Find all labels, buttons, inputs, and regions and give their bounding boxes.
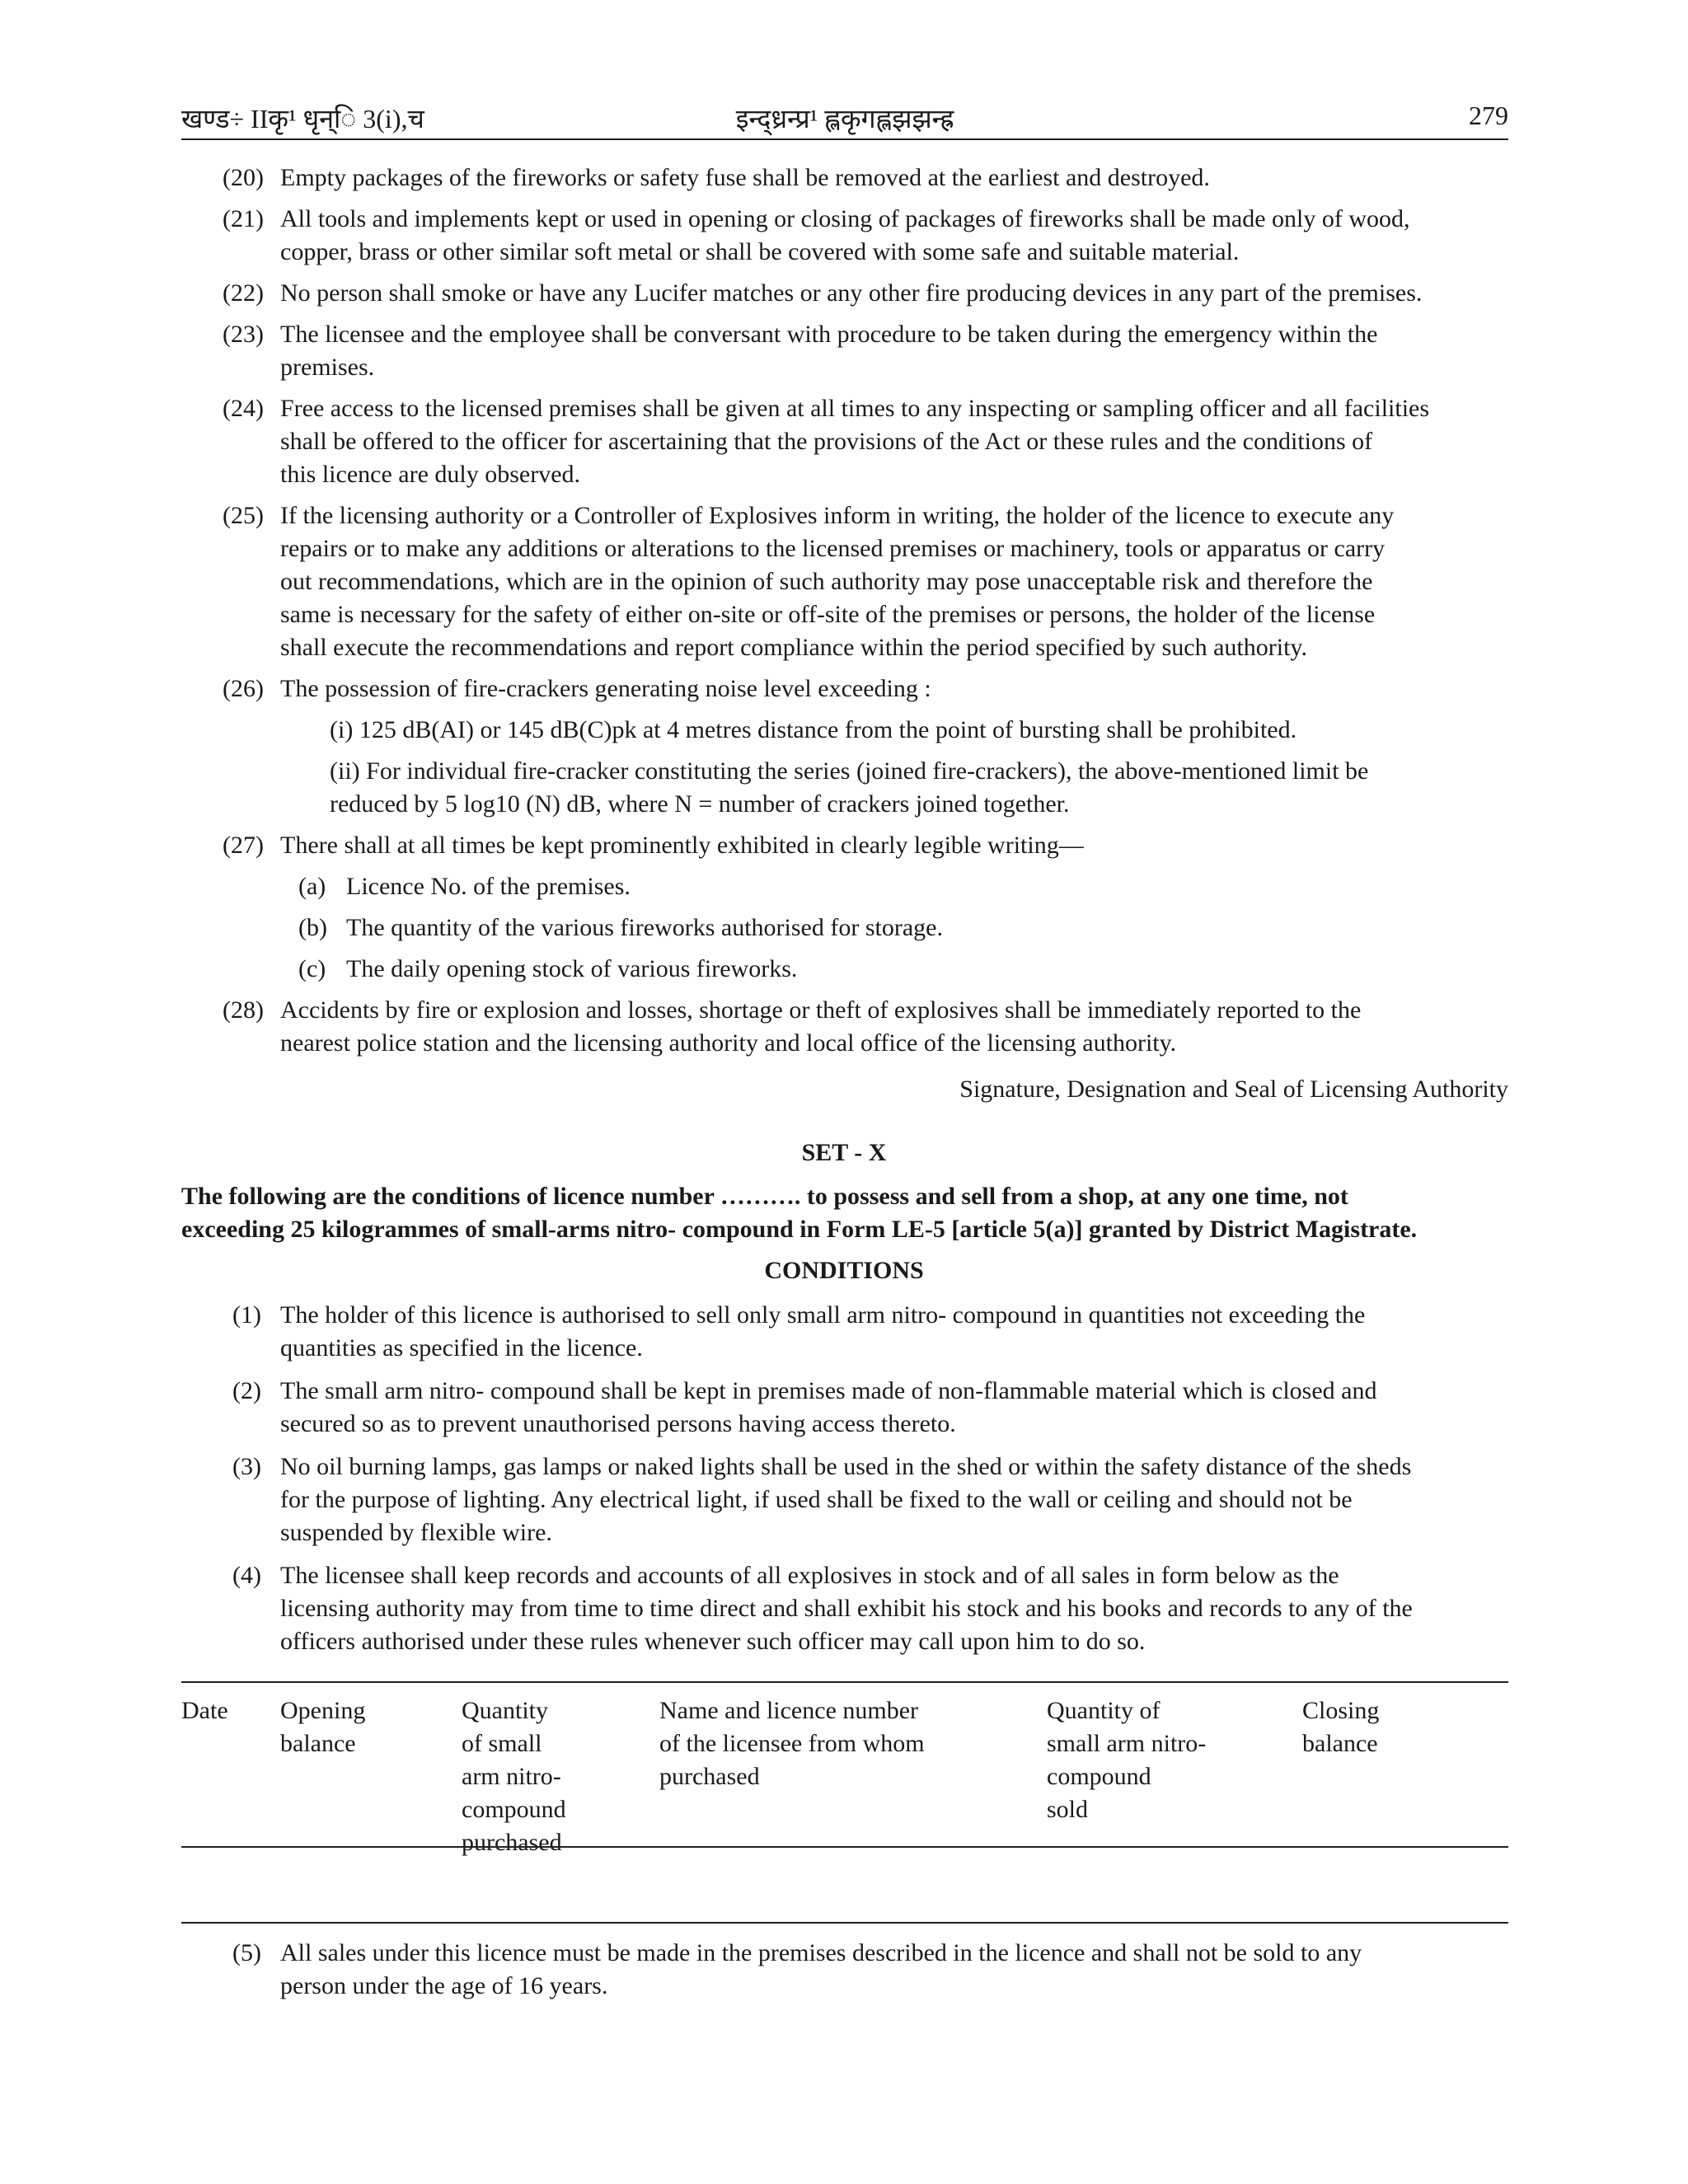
table-top-rule [181,1681,1508,1683]
clause-text: shall be offered to the officer for ascertaining that the provisions of the Act or these rules and the conditions of [280,428,1373,455]
clause-text: Free access to the licensed premises shall be given at all times to any inspecting or sampling officer and all facilities [280,395,1430,422]
condition-text: All sales under this licence must be made in the premises described in the licence and shall not be sold to any [280,1939,1362,1966]
header-line: of the licensee from whom [659,1730,925,1757]
clause-number: (20) [223,164,264,191]
clause-text: The possession of fire-crackers generating noise level exceeding : [280,675,931,702]
condition-text: suspended by flexible wire. [280,1519,552,1546]
table-header-rule [181,1846,1508,1848]
exhibit-letter: (b) [298,914,327,941]
column-header-licensee-name [659,1694,925,1793]
set-heading: SET - X [801,1139,887,1166]
column-header-quantity-purchased [462,1694,566,1859]
condition-number: (1) [232,1301,261,1329]
clause-text: premises. [280,354,375,381]
header-line: compound [462,1796,566,1823]
condition-text: person under the age of 16 years. [280,1972,608,1999]
condition-text: The holder of this licence is authorised to sell only small arm nitro- compound in quantities not exceeding the [280,1301,1366,1329]
condition-5 [223,1937,1508,2003]
header-line: of small [462,1730,542,1757]
clause-27 [223,829,1508,862]
intro-line: The following are the conditions of licence number ………. to possess and sell from a shop, at any one time, not [181,1183,1348,1210]
column-header-closing-balance [1302,1694,1379,1760]
page-header [181,97,1508,140]
header-line: balance [280,1730,356,1757]
condition-number: (3) [232,1453,261,1480]
clause-text: There shall at all times be kept prominently exhibited in clearly legible writing— [280,832,1084,859]
clause-text: repairs or to make any additions or alterations to the licensed premises or machinery, tools or apparatus or carry [280,535,1386,562]
column-header-quantity-sold [1047,1694,1206,1826]
condition-text: licensing authority may from time to time direct and shall exhibit his stock and his books and records to any of the [280,1595,1413,1622]
clause-number: (24) [223,395,264,422]
condition-text: quantities as specified in the licence. [280,1334,643,1361]
clause-number: (27) [223,832,264,859]
noise-limit-text: (i) 125 dB(AI) or 145 dB(C)pk at 4 metres distance from the point of bursting shall be prohibited. [330,716,1297,743]
set-intro [181,1180,1517,1246]
clause-number: (28) [223,996,264,1024]
condition-text: officers authorised under these rules whenever such officer may call upon him to do so. [280,1628,1146,1655]
clause-text: shall execute the recommendations and report compliance within the period specified by such authority. [280,634,1307,661]
clause-text: No person shall smoke or have any Lucifer matches or any other fire producing devices in any part of the premises. [280,279,1423,307]
exhibit-letter: (c) [298,955,326,982]
clause-text: The licensee and the employee shall be conversant with procedure to be taken during the emergency within the [280,321,1378,348]
header-line: Quantity [462,1697,548,1724]
clause-22 [223,277,1508,310]
header-line: Name and licence number [659,1697,919,1724]
header-line: Closing [1302,1697,1380,1724]
clause-text: Empty packages of the fireworks or safety fuse shall be removed at the earliest and destroyed. [280,164,1210,191]
exhibit-text: Licence No. of the premises. [346,873,631,900]
condition-2 [223,1375,1508,1441]
exhibit-c [298,953,1508,986]
clause-number: (21) [223,205,264,232]
clause-23 [223,318,1508,384]
condition-number: (4) [232,1562,261,1589]
clause-24 [223,392,1508,491]
clause-20 [223,162,1508,194]
condition-text: No oil burning lamps, gas lamps or naked lights shall be used in the shed or within the safety distance of the sheds [280,1453,1412,1480]
clause-text: same is necessary for the safety of either on-site or off-site of the premises or persons, the holder of the license [280,601,1376,628]
noise-limit-text: (ii) For individual fire-cracker constituting the series (joined fire-crackers), the above-mentioned limit be [330,757,1369,785]
condition-text: secured so as to prevent unauthorised persons having access thereto. [280,1410,956,1437]
clause-text: Accidents by fire or explosion and losses, shortage or theft of explosives shall be immediately reported to the [280,996,1362,1024]
header-line: Date [181,1697,228,1724]
header-line: small arm nitro- [1047,1730,1207,1757]
intro-line: exceeding 25 kilogrammes of small-arms nitro- compound in Form LE-5 [article 5(a)] granted by District Magistrate. [181,1216,1418,1243]
clause-26 [223,673,1508,705]
page-number: 279 [1469,101,1508,130]
header-section: खण्ड÷ IIकृ¹ धृन्ि 3(i),च [181,104,424,134]
header-line: purchased [462,1829,562,1856]
header-line: balance [1302,1730,1378,1757]
condition-text: The licensee shall keep records and accounts of all explosives in stock and of all sales in form below as the [280,1562,1339,1589]
signature-line: Signature, Designation and Seal of Licensing Authority [959,1076,1508,1103]
clause-number: (22) [223,279,264,307]
clause-text: If the licensing authority or a Controller of Explosives inform in writing, the holder of the licence to execute any [280,502,1395,529]
noise-limit-i [330,714,1508,747]
exhibit-letter: (a) [298,873,326,900]
condition-1 [223,1299,1508,1365]
clause-text: this licence are duly observed. [280,461,581,488]
header-line: Quantity of [1047,1697,1160,1724]
clause-text: nearest police station and the licensing authority and local office of the licensing authority. [280,1029,1177,1057]
header-line: sold [1047,1796,1089,1823]
header-gazette-title: इन्द्ध्रन्प्र¹ ह्लकृगह्लझझन्ह्र [735,104,954,134]
header-line: compound [1047,1763,1151,1790]
header-line: Opening [280,1697,366,1724]
condition-number: (5) [232,1939,261,1966]
table-bottom-rule [181,1922,1508,1924]
exhibit-text: The daily opening stock of various fireworks. [346,955,798,982]
clause-text: All tools and implements kept or used in opening or closing of packages of fireworks shall be made only of wood, [280,205,1410,232]
condition-text: for the purpose of lighting. Any electrical light, if used shall be fixed to the wall or ceiling and should not be [280,1486,1353,1513]
exhibit-text: The quantity of the various fireworks authorised for storage. [346,914,943,941]
clause-number: (25) [223,502,264,529]
header-line: arm nitro- [462,1763,561,1790]
condition-3 [223,1451,1508,1549]
conditions-heading: CONDITIONS [764,1257,924,1284]
condition-text: The small arm nitro- compound shall be kept in premises made of non-flammable material which is closed and [280,1377,1377,1404]
column-header-date [181,1694,228,1727]
noise-limit-text: reduced by 5 log10 (N) dB, where N = number of crackers joined together. [330,790,1070,818]
exhibit-a [298,870,1508,903]
condition-4 [223,1559,1508,1658]
clause-28 [223,994,1508,1060]
column-header-opening-balance [280,1694,365,1760]
header-line: purchased [659,1763,760,1790]
clause-text: out recommendations, which are in the opinion of such authority may pose unacceptable risk and therefore the [280,568,1373,595]
clause-25 [223,499,1508,664]
clause-number: (26) [223,675,264,702]
clause-number: (23) [223,321,264,348]
clause-text: copper, brass or other similar soft metal or shall be covered with some safe and suitable material. [280,238,1240,265]
clause-21 [223,203,1508,269]
noise-limit-ii [330,755,1508,821]
exhibit-b [298,912,1508,944]
condition-number: (2) [232,1377,261,1404]
